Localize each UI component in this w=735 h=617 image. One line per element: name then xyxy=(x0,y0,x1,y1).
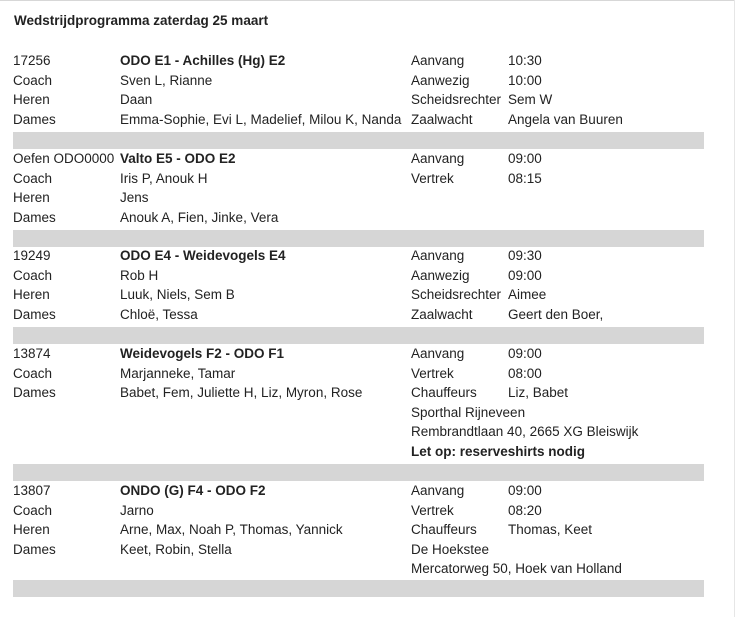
departure-time: 08:20 xyxy=(508,502,542,518)
start-time: 09:00 xyxy=(508,346,542,361)
match-block xyxy=(13,246,705,324)
match-header-row xyxy=(13,149,705,169)
departure-label: Vertrek xyxy=(411,365,454,381)
referee-label: Scheidsrechter xyxy=(411,287,502,303)
match-number: Oefen ODO0000 xyxy=(13,151,115,166)
match-number: 13874 xyxy=(13,346,51,361)
dames-row xyxy=(13,383,705,403)
heren-names: Luuk, Niels, Sem B xyxy=(120,287,235,303)
referee-name: Aimee xyxy=(508,287,547,303)
dames-names: Anouk A, Fien, Jinke, Vera xyxy=(120,209,279,225)
start-label: Aanvang xyxy=(411,346,465,361)
coach-names: Marjanneke, Tamar xyxy=(120,365,236,381)
start-label: Aanvang xyxy=(411,53,465,68)
coach-label: Coach xyxy=(13,502,53,518)
coach-label: Coach xyxy=(13,170,53,186)
hall-watch-name: Geert den Boer, xyxy=(508,306,604,322)
heren-row xyxy=(13,285,705,305)
note-row xyxy=(13,442,705,462)
heren-names: Daan xyxy=(120,92,153,108)
heren-row xyxy=(13,520,705,540)
dames-row xyxy=(13,540,705,560)
drivers-names: Liz, Babet xyxy=(508,385,569,401)
match-teams: ONDO (G) F4 - ODO F2 xyxy=(120,483,266,498)
venue-address: Mercatorweg 50, Hoek van Holland xyxy=(411,561,622,577)
venue-row xyxy=(13,403,705,423)
match-block xyxy=(13,51,705,129)
venue-address: Rembrandtlaan 40, 2665 XG Bleiswijk xyxy=(411,424,639,440)
start-label: Aanvang xyxy=(411,483,465,498)
heren-label: Heren xyxy=(13,190,50,206)
dames-label: Dames xyxy=(13,541,56,557)
coach-names: Sven L, Rianne xyxy=(120,72,213,88)
venue-name: Sporthal Rijneveen xyxy=(411,404,526,420)
drivers-label: Chauffeurs xyxy=(411,522,477,538)
match-block xyxy=(13,481,705,579)
coach-row xyxy=(13,71,705,91)
coach-label: Coach xyxy=(13,267,53,283)
referee-label: Scheidsrechter xyxy=(411,92,502,108)
match-separator xyxy=(13,132,704,149)
present-label: Aanwezig xyxy=(411,267,470,283)
match-separator xyxy=(13,230,704,247)
coach-row xyxy=(13,266,705,286)
hall-watch-name: Angela van Buuren xyxy=(508,111,623,127)
departure-time: 08:15 xyxy=(508,170,542,186)
hall-watch-label: Zaalwacht xyxy=(411,306,473,322)
dames-row xyxy=(13,305,705,325)
coach-row xyxy=(13,169,705,189)
match-block xyxy=(13,149,705,227)
match-note: Let op: reserveshirts nodig xyxy=(411,443,586,459)
present-time: 09:00 xyxy=(508,267,542,283)
heren-label: Heren xyxy=(13,287,50,303)
coach-row xyxy=(13,364,705,384)
dames-label: Dames xyxy=(13,209,56,225)
top-divider xyxy=(0,0,735,1)
coach-names: Jarno xyxy=(120,502,154,518)
coach-label: Coach xyxy=(13,72,53,88)
match-separator xyxy=(13,580,704,597)
dames-label: Dames xyxy=(13,111,56,127)
departure-label: Vertrek xyxy=(411,170,454,186)
heren-label: Heren xyxy=(13,522,50,538)
match-number: 19249 xyxy=(13,248,51,263)
address-row xyxy=(13,559,705,579)
coach-row xyxy=(13,501,705,521)
dames-names: Babet, Fem, Juliette H, Liz, Myron, Rose xyxy=(120,385,363,401)
match-number: 13807 xyxy=(13,483,51,498)
heren-row xyxy=(13,188,705,208)
start-time: 09:00 xyxy=(508,151,542,166)
present-label: Aanwezig xyxy=(411,72,470,88)
match-header-row xyxy=(13,51,705,71)
start-time: 09:00 xyxy=(508,483,542,498)
match-separator xyxy=(13,327,704,344)
start-label: Aanvang xyxy=(411,151,465,166)
heren-row xyxy=(13,90,705,110)
hall-watch-label: Zaalwacht xyxy=(411,111,473,127)
drivers-label: Chauffeurs xyxy=(411,385,477,401)
dames-names: Emma-Sophie, Evi L, Madelief, Milou K, Nanda xyxy=(120,111,402,127)
present-time: 10:00 xyxy=(508,72,542,88)
page-title: Wedstrijdprogramma zaterdag 25 maart xyxy=(14,13,269,28)
match-header-row xyxy=(13,246,705,266)
dames-names: Chloë, Tessa xyxy=(120,306,198,322)
match-teams: Weidevogels F2 - ODO F1 xyxy=(120,346,285,361)
departure-time: 08:00 xyxy=(508,365,542,381)
start-time: 09:30 xyxy=(508,248,542,263)
coach-label: Coach xyxy=(13,365,53,381)
referee-name: Sem W xyxy=(508,92,553,108)
start-label: Aanvang xyxy=(411,248,465,263)
address-row xyxy=(13,422,705,442)
match-number: 17256 xyxy=(13,53,51,68)
coach-names: Iris P, Anouk H xyxy=(120,170,208,186)
match-teams: ODO E1 - Achilles (Hg) E2 xyxy=(120,53,286,68)
dames-row xyxy=(13,208,705,228)
dames-names: Keet, Robin, Stella xyxy=(120,541,232,557)
heren-names: Arne, Max, Noah P, Thomas, Yannick xyxy=(120,522,343,538)
coach-names: Rob H xyxy=(120,267,159,283)
match-teams: ODO E4 - Weidevogels E4 xyxy=(120,248,286,263)
start-time: 10:30 xyxy=(508,53,542,68)
dames-row xyxy=(13,110,705,130)
drivers-names: Thomas, Keet xyxy=(508,522,593,538)
venue-name: De Hoekstee xyxy=(411,541,490,557)
match-header-row xyxy=(13,481,705,501)
dames-label: Dames xyxy=(13,385,56,401)
heren-names: Jens xyxy=(120,190,149,206)
match-header-row xyxy=(13,344,705,364)
dames-label: Dames xyxy=(13,306,56,322)
match-teams: Valto E5 - ODO E2 xyxy=(120,151,236,166)
match-block xyxy=(13,344,705,462)
departure-label: Vertrek xyxy=(411,502,454,518)
heren-label: Heren xyxy=(13,92,50,108)
match-separator xyxy=(13,464,704,481)
